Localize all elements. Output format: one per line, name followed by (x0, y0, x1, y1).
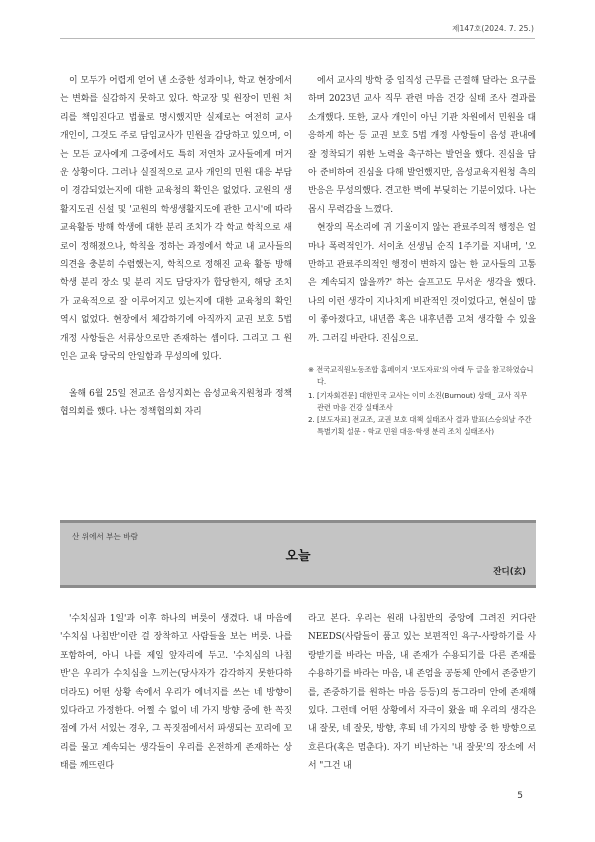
paragraph: 현장의 목소리에 귀 기울이지 않는 관료주의적 행정은 얼마나 폭력적인가. 서이초 선생님 순직 1주기를 지내며, '오만하고 관료주의적인 행정이 변하지 않는 한 교사들의 고통은 계속되지 않을까?' 하는 슬프고도 무서운 생각을 했다. 나의 이런 생각이 지나치게 비관적인 것이었다고, 현실이 많이 좋아졌다고, 내년쯤 혹은 내후년쯤 고쳐 생각할 수 있을까. 그러길 바란다. 진심으로. (308, 223, 536, 344)
section-banner (60, 520, 536, 588)
paragraph: 에서 교사의 방학 중 임직성 근무를 근절해 달라는 요구를 하며 2023년 교사 직무 관련 마음 건강 실태 조사 결과를 소개했다. 또한, 교사 개인이 아닌 기관 차원에서 민원을 대응하게 하는 등 교권 보호 5법 개정 사항들이 음성 관내에 잘 정착되기 위한 노력을 촉구하는 발언을 했다. 진심을 담아 준비하여 진심을 다해 발언했지만, 음성교육지원청 측의 반응은 무성의했다. 견고한 벽에 부딪히는 기분이었다. 나는 몹시 무력감을 느꼈다. (308, 76, 536, 215)
banner-title: 오늘 (285, 549, 311, 564)
paragraph: '수치심과 1일'과 이후 하나의 버릇이 생겼다. 내 마음에 '수치심 나침반'이란 걸 장착하고 사람들을 보는 버릇. 나를 포함하여, 아니 나를 제일 앞자리에 두고. '수치심의 나침반'은 우리가 수치심을 느끼는(당사자가 감각하지 못한다하더라도) 어떤 상황 속에서 우리가 에너지를 쓰는 네 방향이 있다라고 가정한다. 어쩔 수 없이 네 가지 방향 중에 한 꼭짓점에 가서 서있는 경우, 그 꼭짓점에서서 파생되는 꼬리에 꼬리를 물고 계속되는 생각들이 우리를 온전하게 존재하는 상태를 깨뜨린다 (60, 614, 292, 772)
paragraph: 라고 본다. 우리는 원래 나침반의 중앙에 그려진 커다란 NEEDS(사람들이 품고 있는 보편적인 욕구-사랑하기를 사랑받기를 바라는 마음, 내 존재가 수용되기를 다른 존재를 수용하기를 바라는 마음, 내 존엄을 공동체 안에서 존중받기를, 존중하기를 원하는 마음 등등)의 동그라미 안에 존재해 있다. 그런데 어떤 상황에서 자극이 왔을 때 우리의 생각은 내 잘못, 네 잘못, 방향, 후퇴 네 가지의 방향 중 한 방향으로 흐른다(혹은 멈춘다). 자기 비난하는 '내 잘못'의 장소에 서서 "그건 내 (308, 614, 536, 772)
reference-notes (308, 364, 536, 437)
notes-heading: ※ 전국교직원노동조합 홈페이지 '보도자료'의 아래 두 글을 참고하였습니다. (308, 365, 534, 386)
note-item: 2. [보도자료] 전교조, 교권 보호 대책 실태조사 결과 발표(스승의날 주간 특별기획 설문 - 학교 민원 대응·학생 분리 조치 실태조사) (308, 415, 532, 436)
notes-list (308, 390, 536, 437)
note-item: 1. [기자회견문] 대한민국 교사는 이미 소진(Burnout) 상태_ 교사 직무 관련 마음 건강 실태조사 (308, 391, 528, 412)
paragraph: 올해 6월 25일 전교조 음성지회는 음성교육지원청과 정책협의회를 했다. 나는 정책협의회 자리 (60, 388, 292, 417)
essay-column-right (308, 610, 536, 776)
header-divider (60, 38, 535, 39)
paragraph: 이 모두가 어렵게 얻어 낸 소중한 성과이나, 학교 현장에서는 변화를 실감하지 못하고 있다. 학교장 및 원장이 민원 처리를 책임진다고 법률로 명시했지만 실제로는 여전히 교사 개인이, 그것도 주로 담임교사가 민원을 감당하고 있으며, 이는 모든 교사에게 그중에서도 특히 저연차 교사들에게 머거운 상황이다. 그러나 실질적으로 교사 개인의 민원 대응 부담이 경감되었는지에 대한 교육청의 확인은 없었다. 교원의 생활지도권 신설 및 '교원의 학생생활지도에 관한 고시'에 따라 교육활동 방해 학생에 대한 분리 조치가 각 학교 학칙으로 새로이 정해졌으나, 학칙을 정하는 과정에서 학교 내 교사들의 의견을 충분히 수렴했는지, 학칙으로 정해진 교육 활동 방해 학생 분리 장소 및 분리 지도 담당자가 합당한지, 해당 조치가 교육적으로 잘 이루어지고 있는지에 대한 교육청의 확인 역시 없었다. 현장에서 체감하기에 아직까지 교권 보호 5법 개정 사항들은 서류상으로만 존재하는 셈이다. 그리고 그 원인은 교육 당국의 안일함과 무성의에 있다. (60, 76, 292, 363)
article-column-left (60, 72, 292, 421)
banner-kicker: 산 위에서 부는 바람 (72, 532, 138, 541)
banner-byline: 잔디(玄) (493, 567, 526, 577)
article-column-right (308, 72, 536, 438)
page-number: 5 (517, 791, 523, 801)
issue-date: 제147호(2024. 7. 25.) (452, 24, 534, 33)
essay-column-left (60, 610, 292, 776)
